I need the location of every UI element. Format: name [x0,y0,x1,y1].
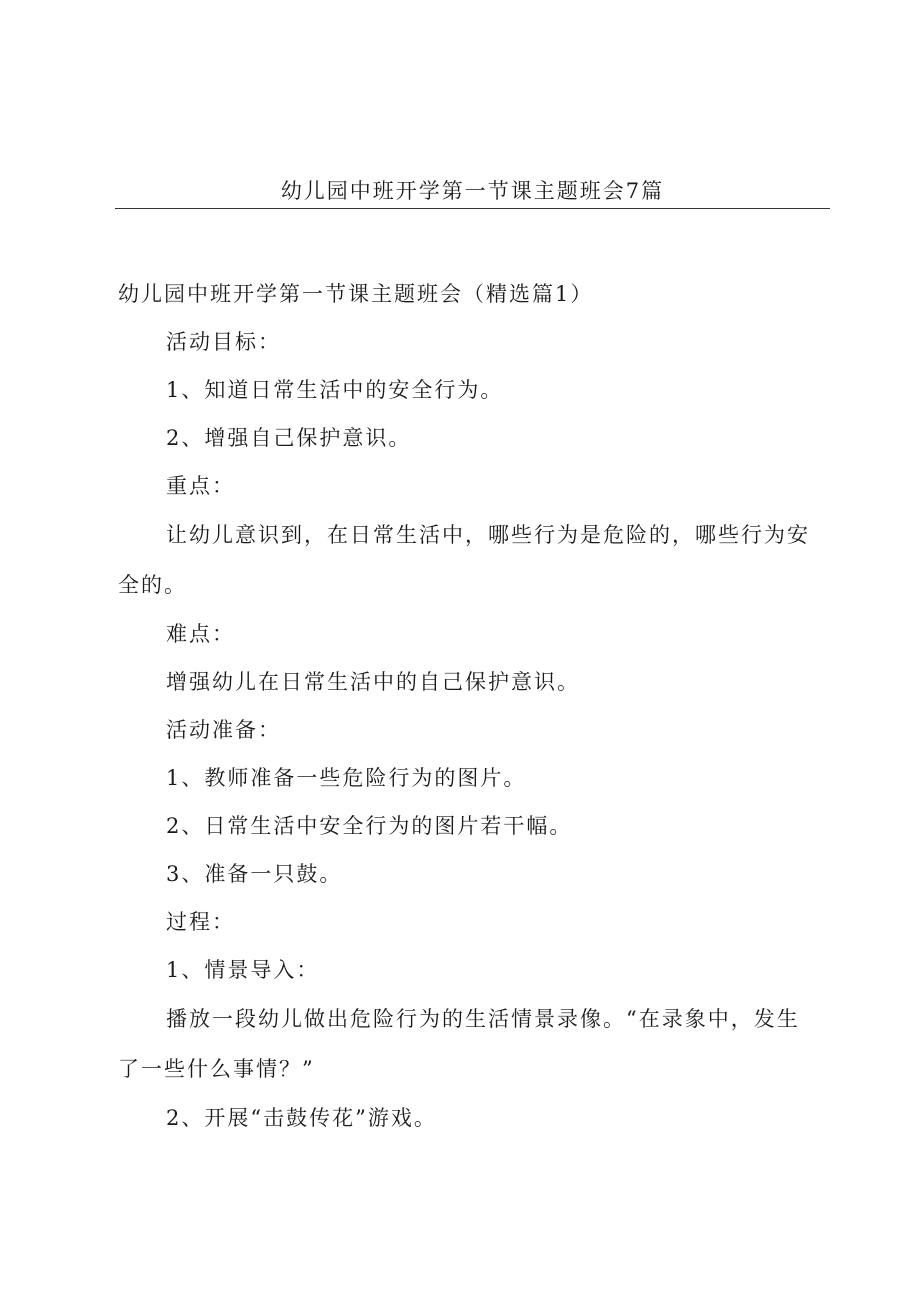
section-heading: 幼儿园中班开学第一节课主题班会（精选篇1） [118,282,594,306]
title-underline [115,208,830,209]
paragraph-process-step-1: 1、情景导入： [166,958,320,982]
paragraph-goal-2: 2、增强自己保护意识。 [166,426,412,450]
paragraph-process-step-2: 2、开展“击鼓传花”游戏。 [166,1106,437,1130]
paragraph-preparation-1: 1、教师准备一些危险行为的图片。 [166,766,527,790]
document-body [118,270,818,1142]
paragraph-process-step-1-detail: 播放一段幼儿做出危险行为的生活情景录像。“在录象中，发生了一些什么事情？” [118,1007,800,1081]
paragraph-key-point: 让幼儿意识到，在日常生活中，哪些行为是危险的，哪些行为安全的。 [118,523,810,597]
paragraph-preparation-2: 2、日常生活中安全行为的图片若干幅。 [166,814,573,838]
paragraph-preparation-heading: 活动准备： [166,718,281,742]
paragraph-difficulty-heading: 难点： [166,622,235,646]
paragraph-activity-goals-heading: 活动目标： [166,330,281,354]
document-title: 幼儿园中班开学第一节课主题班会7篇 [280,179,665,203]
paragraph-preparation-3: 3、准备一只鼓。 [166,862,343,886]
paragraph-goal-1: 1、知道日常生活中的安全行为。 [166,378,504,402]
paragraph-key-point-heading: 重点： [166,474,235,498]
paragraph-difficulty: 增强幼儿在日常生活中的自己保护意识。 [166,670,580,694]
paragraph-process-heading: 过程： [166,910,235,934]
